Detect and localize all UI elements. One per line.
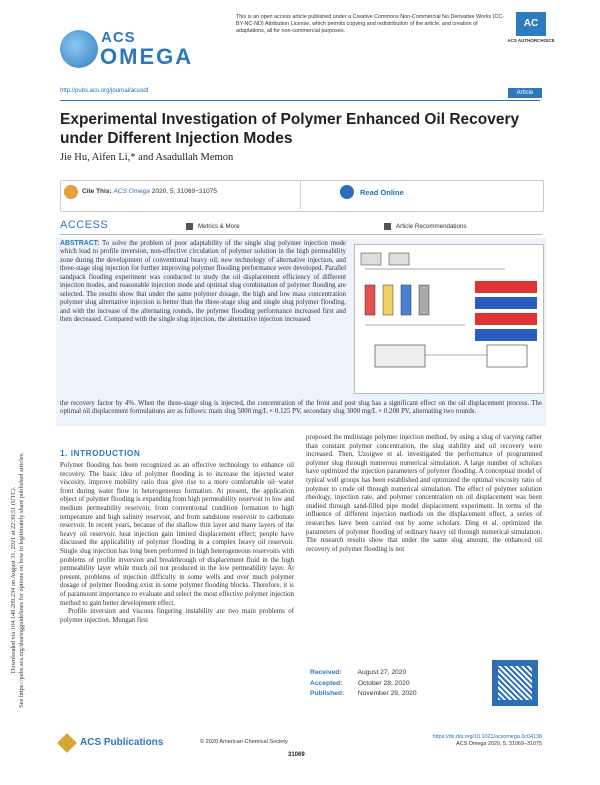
published-date: November 29, 2020: [357, 690, 417, 697]
cite-icon: [64, 185, 78, 199]
intro-right-column: proposed the multistage polymer injection method, by using a slug of varying rather than constant polymer concentration, the slug stability and oil recovery were increased. Then, Uzoigwe et al. investigated the performance of programmed polymer slug through numerous numerical simulation. A large number of scholars have optimized the injection parameters of polymer flooding. A conceptual model of typical well groups has been established and optimized the optimal viscosity ratio of polymer to crude oil through numerical simulation. The effect of polymer solution rheology, injection rate, and polymer concentration on oil displacement was been studied through sand-filled pipe model displacement experiment. In terms of the influence of different injection methods on the displacement effect, a series of researches have been carried out by some scholars. Ding et al. optimized the parameters of polymer flooding of ordinary heavy oil through numerical simulation. The research results show that under the same slug amount, the enhanced oil recovery of polymer flooding is not: [306, 434, 542, 553]
toc-graphic: [354, 244, 544, 394]
access-row: [60, 218, 542, 235]
license-text: This is an open access article published under a Creative Commons Non-Commercial No Derivative Works (CC-BY-NC-ND) Attribution License, which permits copying and redistribution of the article, and creation of adaptations, all for non-commercial purposes.: [236, 14, 505, 35]
doi-link[interactable]: https://dx.doi.org/10.1021/acsomega.0c04138: [432, 734, 542, 740]
article-title: Experimental Investigation of Polymer Enhanced Oil Recovery under Different Injection Modes: [60, 111, 520, 147]
brand-line1: ACS: [101, 29, 136, 46]
intro-left-para1: Polymer flooding has been recognized as an effective technology to enhance oil recovery. The basic idea of polymer flooding is to increase the injected water viscosity, improve mobility ratio thus give rise to a more comfortable oil−water front during water flow in heterogeneous formation. At present, the application object of polymer flooding is expanding from high permeability reservoir to low and medium permeability reservoir, from conventional condition formation to high temperature and high salinity reservoir, and from sandstone reservoir to carbonate reservoir. In recent years, because of the shallow thin layer and many layers of the heavy oil reservoir, heat injection gain limited displacement effect; people have discussed the applicability of polymer flooding in a complex heavy oil reservoir. Single slug injection has long been performed in high heterogeneous reservoirs with problems of profile inversion and breakthrough of displacement fluid in the high permeability layer while much oil not produced in the low permeability layer. At present, problems of injection difficulty in some wells and over much polymer dosage of polymer flooding exist in some polymer flooding blocks. Therefore, it is of paramount importance to evaluate and select the most effective polymer injection method to gain better development effect.: [60, 462, 294, 607]
sidebar-text: [10, 452, 26, 707]
received-label: Received:: [310, 669, 342, 676]
acs-publications-logo: ACS Publications: [80, 737, 164, 748]
recommendations-icon[interactable]: [384, 223, 391, 230]
sidebar-line1: Downloaded via 104.140.209.234 on August 31, 2021 at 22:39:51 (UTC).: [10, 486, 17, 674]
intro-left-column: [60, 462, 294, 625]
sidebar-line2: See https://pubs.acs.org/sharingguidelines for options on how to legitimately share published articles.: [18, 452, 25, 708]
abstract-text-top: To solve the problem of poor adaptability of the single slug polymer injection mode which lead to profile inversion, non-effective circulation of polymer solution in the high permeability zone during the development of conventional heavy oil, new technology of alternative injection, and three-stage slug injection for further improving polymer flooding performance were developed. Parallel sandpack flooding experiment was conducted to study the oil displacement efficiency of different injection modes, and reasonable injection mode and optimal slug combination of polymer flooding are selected. The results show that under the same polymer dosage, the high and low mass concentration polymer slug alternative injection is better than the three-stage slug and single slug polymer flooding, and with the increase of the alternating rounds, the polymer flooding performance increased first and then decreased. Compared with the single slug injection, the alternative injection increased: [60, 240, 346, 324]
doi-block: [432, 734, 542, 748]
journal-url[interactable]: http://pubs.acs.org/journal/acsodf: [60, 88, 149, 94]
recommendations-link[interactable]: Article Recommendations: [396, 223, 467, 230]
received-date: August 27, 2020: [357, 669, 407, 676]
article-dates: [310, 668, 417, 700]
toc-graphic-svg: [355, 245, 543, 393]
qr-code-pattern: [498, 666, 532, 700]
authorchoice-badge: AC: [516, 12, 546, 36]
cite-journal[interactable]: ACS Omega: [113, 188, 150, 195]
acs-omega-logo-icon: [60, 30, 98, 68]
cite-label: Cite This:: [82, 188, 112, 195]
read-online-link[interactable]: Read Online: [360, 188, 404, 197]
abstract-bottom: the recovery factor by 4%. When the three-stage slug is injected, the concentration of the front and post slug has a significant effect on the oil displacement process. The optimal oil displacement formulations are as follows: main slug 5000 mg/L × 0.125 PV, secondary slug 3000 mg/L × 0.208 PV, alternating two rounds.: [60, 400, 542, 416]
metrics-icon[interactable]: [186, 223, 193, 230]
section-heading: 1. INTRODUCTION: [60, 448, 141, 458]
download-sidebar: [0, 210, 36, 708]
authors: Jie Hu, Aifen Li,* and Asadullah Memon: [60, 152, 234, 163]
copyright: © 2020 American Chemical Society: [200, 739, 288, 745]
authorchoice-label: ACS AUTHORCHOICE: [507, 38, 555, 43]
cite-ref: 2020, 5, 31069−31075: [149, 188, 217, 195]
page-number: 31069: [288, 752, 305, 758]
abstract-label: ABSTRACT:: [60, 240, 100, 247]
accepted-label: Accepted:: [310, 679, 343, 687]
read-online-icon[interactable]: [340, 185, 354, 199]
abstract-top: [60, 240, 346, 325]
accepted-date: October 28, 2020: [357, 679, 410, 687]
published-label: Published:: [310, 690, 345, 697]
cite-box: [60, 180, 544, 212]
access-label: ACCESS: [60, 219, 109, 231]
brand-line2: OMEGA: [100, 44, 194, 69]
cite-text: [82, 188, 217, 195]
footer-citation: ACS Omega 2020, 5, 31069−31075: [456, 741, 542, 747]
intro-left-para2: Profile inversion and viscous fingering instability are two main problems of polymer injection. Mungan first: [60, 608, 294, 624]
metrics-link[interactable]: Metrics & More: [198, 223, 240, 230]
article-tag: Article: [508, 88, 542, 98]
cite-divider: [300, 181, 301, 209]
acs-publications-icon: [57, 733, 77, 753]
